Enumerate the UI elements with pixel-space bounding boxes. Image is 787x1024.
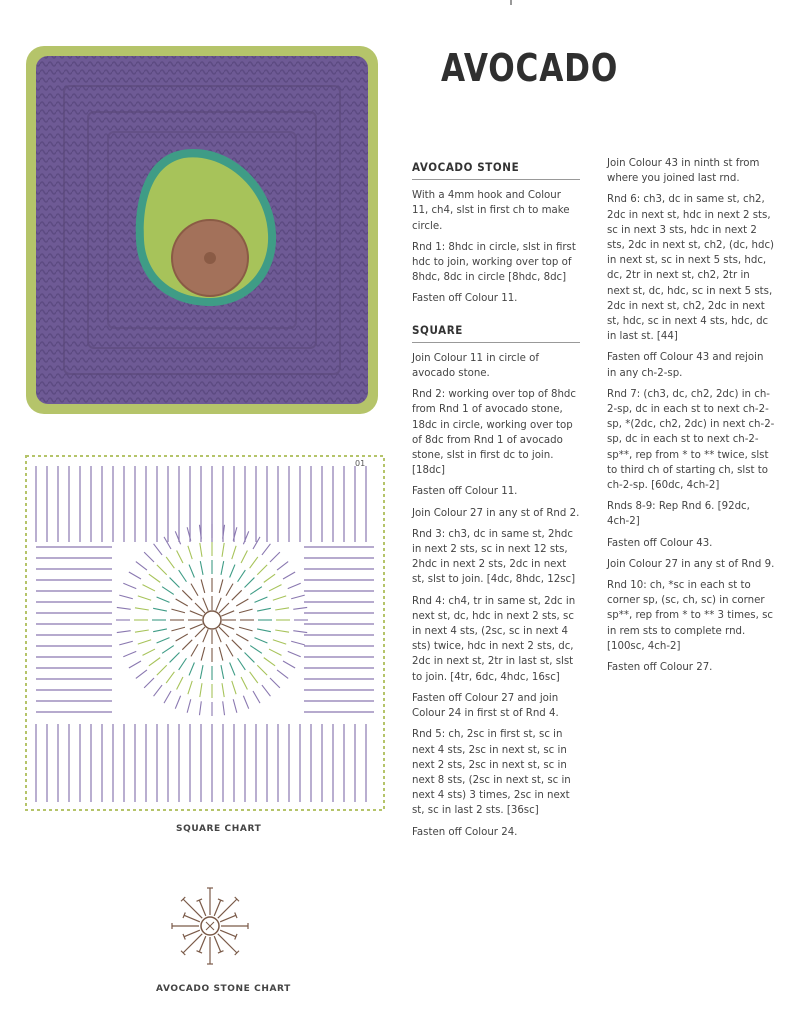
chart-stitch [232,590,242,600]
chart-stitch [135,608,149,610]
chart-stitch [218,899,237,918]
paragraph: Rnd 3: ch3, dc in same st, 2hdc in next 2 sts, sc in next 12 sts, 2hdc in next 2 sts, 2dc in next st, slst to join. [4dc, 8hdc, 12sc] [412,528,576,586]
chart-stitch [171,609,185,613]
chart-stitch [293,631,307,633]
chart-stitch [162,587,174,595]
chart-stitch [184,930,200,937]
paragraph: Join Colour 27 in any st of Rnd 2. [412,507,580,519]
chart-stitch [189,662,194,675]
chart-stitch [183,899,202,918]
chart-stitch [257,565,267,575]
chart-stitch [275,630,289,632]
chart-stitch [232,681,236,694]
chart-stitch [143,585,155,591]
square-chart-caption: SQUARE CHART [176,824,262,834]
chart-stitch [245,578,255,588]
chart-stitch [238,658,246,670]
chart-stitch [199,701,201,715]
chart-stitch [123,583,136,588]
chart-stitch [221,665,224,679]
chart-stitch [203,598,208,611]
chart-stitch [214,900,221,916]
chart-stitch [262,544,271,555]
page-title: AVOCADO [441,46,619,90]
chart-stitch [226,644,233,656]
chart-stitch [233,699,237,713]
chart-stitch [241,677,247,689]
chart-stitch [175,696,180,709]
chart-stitch [123,651,136,656]
chart-stitch [135,630,149,632]
chart-stitch [179,658,187,670]
chart-stitch [164,691,171,703]
chart-stitch [222,683,224,697]
paragraph: With a 4mm hook and Colour 11, ch4, slst in first ch to make circle. [412,190,570,232]
chart-stitch [190,611,203,616]
chart-stitch [117,631,131,633]
chart-stitch [200,665,203,679]
chart-stitch [219,627,229,637]
chart-corner-tag: 01 [355,459,366,468]
chart-stitch [144,678,154,688]
avocado-square-photo [24,44,380,416]
chart-stitch [221,561,224,575]
chart-stitch [153,629,167,632]
chart-stitch [275,608,289,610]
chart-stitch [157,597,170,602]
square-chart [22,452,388,814]
chart-stitch [129,572,141,579]
chart-stitch [188,681,192,694]
paragraph: Rnd 1: 8hdc in circle, slst in first hdc to join, working over top of 8hdc, 8dc in circle [8hdc, 8dc] [412,241,576,284]
chart-stitch [253,691,260,703]
instructions-column-1 [412,160,580,846]
chart-stitch [166,557,174,568]
chart-stitch [117,607,131,609]
chart-stitch [195,603,205,613]
chart-stitch [214,936,221,952]
paragraph: Join Colour 43 in ninth st from where you joined last rnd. [607,158,760,185]
chart-stitch [162,646,174,654]
chart-stitch [264,658,275,666]
chart-stitch [232,546,236,559]
chart-stitch [129,661,141,668]
chart-stitch [188,546,192,559]
chart-stitch [283,661,295,668]
chart-stitch [144,552,154,562]
paragraph: Rnds 8-9: Rep Rnd 6. [92dc, 4ch-2] [607,501,750,528]
chart-stitch [219,579,223,593]
chart-stitch [220,930,236,937]
chart-stitch [203,629,208,642]
chart-stitch [216,629,221,642]
chart-stitch [273,596,286,600]
chart-stitch [254,597,267,602]
chart-stitch [270,552,280,562]
chart-stitch [201,647,205,661]
chart-stitch [250,646,262,654]
chart-stitch [154,544,163,555]
chart-stitch [184,915,200,922]
chart-stitch [288,583,301,588]
chart-stitch [157,565,167,575]
paragraph: Rnd 5: ch, 2sc in first st, sc in next 4 sts, 2sc in next st, sc in next 2 sts, 2sc in next st, sc in next 8 sts, (2sc in next st, sc in next 4 sts) 3 times, 2sc in next st, sc in last 2 sts. [36sc] [412,729,571,817]
paragraph: Rnd 2: working over top of 8hdc from Rnd 1 of avocado stone, 18dc in circle, working over top of 8dc from Rnd 1 of avocado stone, slst in first dc to join. [18dc] [412,389,576,477]
paragraph: Fasten off Colour 43. [607,537,713,549]
chart-stitch [170,578,180,588]
chart-stitch [183,934,202,953]
chart-stitch [149,658,160,666]
chart-stitch [218,934,237,953]
chart-stitch [182,590,192,600]
paragraph: Fasten off Colour 11. [412,293,518,305]
chart-stitch [138,596,151,600]
chart-stitch [262,685,271,696]
chart-stitch [119,595,133,599]
chart-stitch [232,640,242,650]
chart-stitch [143,649,155,655]
chart-stitch [177,551,183,563]
chart-stitch [199,936,206,952]
chart-stitch [191,644,198,656]
chart-stitch [176,634,188,641]
chart-stitch [195,627,205,637]
chart-stitch [154,685,163,696]
chart-stitch [250,672,258,683]
stone-chart-caption: AVOCADO STONE CHART [156,984,291,994]
chart-stitch [230,565,235,578]
chart-stitch [200,561,203,575]
chart-stitch [257,665,267,675]
chart-stitch [277,670,288,679]
chart-stitch [175,531,180,544]
chart-stitch [277,562,288,571]
paragraph: Fasten off Colour 27 and join Colour 24 in first st of Rnd 4. [412,692,559,720]
chart-stitch [177,677,183,689]
chart-stitch [153,608,167,611]
chart-stitch [236,634,248,641]
chart-stitch [171,627,185,631]
chart-stitch [136,670,147,679]
chart-stitch [291,641,305,645]
chart-stitch [221,611,234,616]
chart-stitch [157,665,167,675]
avocado-stone-chart [162,878,258,974]
chart-stitch [283,572,295,579]
chart-stitch [220,915,236,922]
chart-stitch [170,653,180,663]
chart-stitch [239,609,253,613]
chart-stitch [245,653,255,663]
chart-stitch [200,543,202,557]
section-heading-square: SQUARE [412,323,580,343]
chart-stitch [191,584,198,596]
chart-stitch [190,624,203,629]
paragraph: Rnd 7: (ch3, dc, ch2, 2dc) in ch-2-sp, dc in each st to next ch-2-sp, *(2dc, ch2, 2dc) in next ch-2-sp, dc in each st to next ch-2-sp**, rep from * to ** twice, slst to third ch of starting ch, slst to ch-2-sp. [60dc, 4ch-2] [607,388,775,492]
chart-stitch [149,574,160,582]
paragraph: Fasten off Colour 43 and rejoin in any ch-2-sp. [607,352,764,379]
instructions-column-2 [607,156,775,681]
chart-stitch [136,562,147,571]
chart-stitch [119,641,133,645]
paragraph: Fasten off Colour 27. [607,662,713,674]
chart-stitch [270,678,280,688]
chart-stitch [176,599,188,606]
chart-stitch [273,640,286,644]
chart-stitch [269,649,281,655]
chart-stitch [222,543,224,557]
section-heading-avocado-stone: AVOCADO STONE [412,160,580,180]
chart-stitch [269,585,281,591]
chart-stitch [221,624,234,629]
chart-stitch [199,900,206,916]
chart-stitch [201,579,205,593]
chart-stitch [241,551,247,563]
paragraph: Rnd 6: ch3, dc in same st, ch2, 2dc in next st, hdc in next 2 sts, sc in next 3 sts, hdc in next 2 sts, 2dc in next st, ch2, (dc, hdc) in next st, sc in next 5 sts, hdc, dc, 2tr in next st, ch2, 2tr in next st, dc, hdc, sc in next 5 sts, 2dc in next st, ch2, 2dc in next st, hdc, sc in next 4 sts, hdc, dc in last st. [44] [607,194,775,343]
chart-stitch [179,570,187,582]
chart-stitch [291,595,305,599]
chart-stitch [138,640,151,644]
paragraph: Fasten off Colour 24. [412,826,518,838]
paragraph: Fasten off Colour 11. [412,486,518,498]
chart-stitch [219,647,223,661]
chart-stitch [250,587,262,595]
paragraph: Rnd 10: ch, *sc in each st to corner sp, (sc, ch, sc) in corner sp**, rep from * to ** 3 times, sc in rem sts to complete rnd. [100sc, 4ch-2] [607,580,773,652]
chart-stitch [243,696,248,709]
header-mark [510,0,512,5]
chart-stitch [238,570,246,582]
chart-stitch [257,629,271,632]
chart-stitch [187,699,191,713]
chart-stitch [182,640,192,650]
chart-stitch [264,574,275,582]
chart-stitch [157,638,170,643]
chart-stitch [254,638,267,643]
chart-stitch [288,651,301,656]
chart-stitch [216,598,221,611]
chart-stitch [293,607,307,609]
paragraph: Rnd 4: ch4, tr in same st, 2dc in next st, dc, hdc in next 2 sts, sc in next 4 sts, (2sc, sc in next 4 sts) twice, hdc in next 2 sts, dc, 2dc in next st, 2tr in last st, slst to join. [4tr, 6dc, 4hdc, 16sc] [412,595,576,683]
chart-stitch [257,608,271,611]
paragraph: Join Colour 27 in any st of Rnd 9. [607,558,775,570]
chart-stitch [230,662,235,675]
chart-stitch [239,627,253,631]
chart-stitch [243,531,248,544]
chart-stitch [219,603,229,613]
chart-stitch [166,672,174,683]
chart-stitch [223,701,225,715]
chart-stitch [200,683,202,697]
paragraph: Join Colour 11 in circle of avocado stone. [412,352,539,380]
chart-stitch [226,584,233,596]
chart-stitch [189,565,194,578]
chart-stitch [250,557,258,568]
chart-stitch [236,599,248,606]
